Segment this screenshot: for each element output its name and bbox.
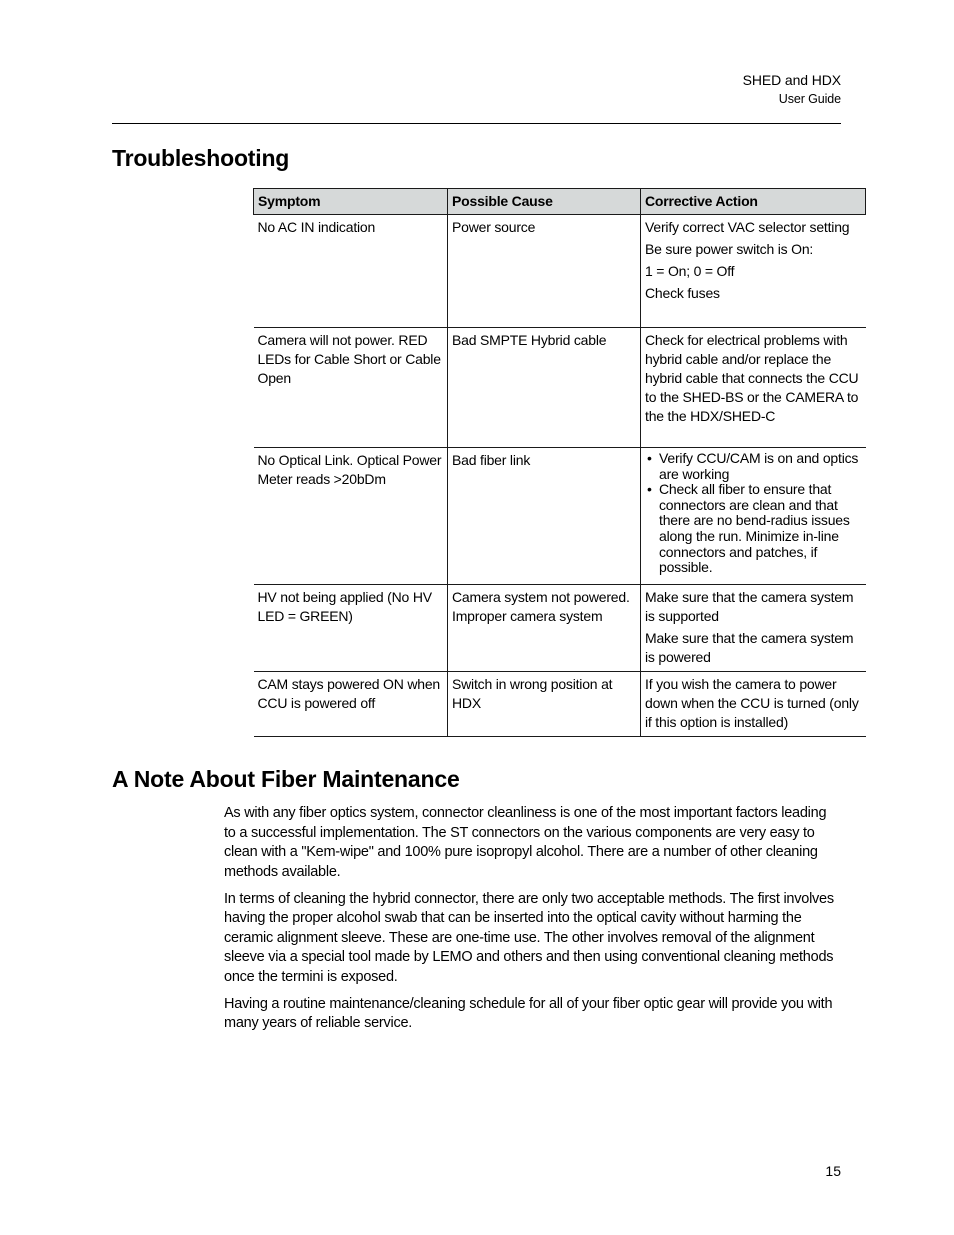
column-header-possible-cause: Possible Cause	[448, 189, 641, 215]
action-line: 1 = On; 0 = Off	[645, 263, 735, 279]
action-cell	[641, 585, 866, 672]
cause-cell: Switch in wrong position at HDX	[448, 672, 641, 737]
table-row	[254, 672, 866, 737]
symptom-cell: No AC IN indication	[254, 215, 448, 328]
action-cell	[641, 448, 866, 585]
action-bullet: • Verify CCU/CAM is on and optics are working	[645, 451, 862, 482]
cause-cell: Bad SMPTE Hybrid cable	[448, 328, 641, 448]
action-line: Check for electrical problems with hybrid cable and/or replace the hybrid cable that connects the CCU to the SHED-BS or the CAMERA to the the HDX/SHED-C	[645, 332, 859, 424]
body-paragraph: Having a routine maintenance/cleaning schedule for all of your fiber optic gear will provide you with many years of reliable service.	[224, 995, 833, 1031]
body-paragraph: In terms of cleaning the hybrid connector, there are only two acceptable methods. The first involves having the proper alcohol swab that can be inserted into the optical cavity without harming the ceramic alignment sleeve. These are one-time use. The other involves removal of the alignment sleeve via a special tool made by LEMO and others and then using conventional cleaning methods once the termini is exposed.	[224, 890, 834, 985]
body-paragraph: As with any fiber optics system, connector cleanliness is one of the most important factors leading to a successful implementation. The ST connectors on the various components are very easy to clean with a "Kem-wipe" and 100% pure isopropyl alcohol. There are a number of other cleaning methods available.	[224, 805, 827, 880]
cause-cell: Bad fiber link	[448, 448, 641, 585]
document-subtitle: User Guide	[778, 92, 841, 106]
action-bullet-list	[645, 451, 862, 576]
cause-cell: Camera system not powered. Improper camera system	[448, 585, 641, 672]
action-bullet: • Check all fiber to ensure that connectors are clean and that there are no bend-radius issues along the run. Minimize in-line connectors and patches, if possible.	[645, 482, 862, 576]
table-row	[254, 448, 866, 585]
action-line: If you wish the camera to power down when the CCU is turned (only if this option is installed)	[645, 676, 859, 730]
symptom-cell: Camera will not power. RED LEDs for Cable Short or Cable Open	[254, 328, 448, 448]
document-title: SHED and HDX	[742, 72, 841, 88]
symptom-cell: No Optical Link. Optical Power Meter reads >20bDm	[254, 448, 448, 585]
header-rule	[112, 123, 841, 124]
troubleshooting-heading: Troubleshooting	[112, 145, 290, 171]
action-line: Make sure that the camera system is powered	[645, 630, 854, 665]
page-number: 15	[825, 1163, 841, 1179]
symptom-cell: HV not being applied (No HV LED = GREEN)	[254, 585, 448, 672]
action-line: Be sure power switch is On:	[645, 241, 814, 257]
table-row	[254, 215, 866, 328]
symptom-cell: CAM stays powered ON when CCU is powered off	[254, 672, 448, 737]
column-header-symptom: Symptom	[254, 189, 448, 215]
column-header-corrective-action: Corrective Action	[641, 189, 866, 215]
fiber-maintenance-body	[224, 804, 839, 1034]
fiber-maintenance-heading: A Note About Fiber Maintenance	[112, 766, 460, 792]
action-line: Verify correct VAC selector setting	[645, 219, 850, 235]
table-header-row	[254, 189, 866, 215]
action-cell	[641, 328, 866, 448]
action-line: Check fuses	[645, 285, 720, 301]
cause-cell: Power source	[448, 215, 641, 328]
action-line: Make sure that the camera system is supported	[645, 589, 854, 624]
action-cell	[641, 215, 866, 328]
page-content	[112, 142, 859, 1041]
troubleshooting-table	[253, 188, 866, 737]
action-cell	[641, 672, 866, 737]
table-row	[254, 328, 866, 448]
table-row	[254, 585, 866, 672]
running-header	[743, 71, 841, 108]
